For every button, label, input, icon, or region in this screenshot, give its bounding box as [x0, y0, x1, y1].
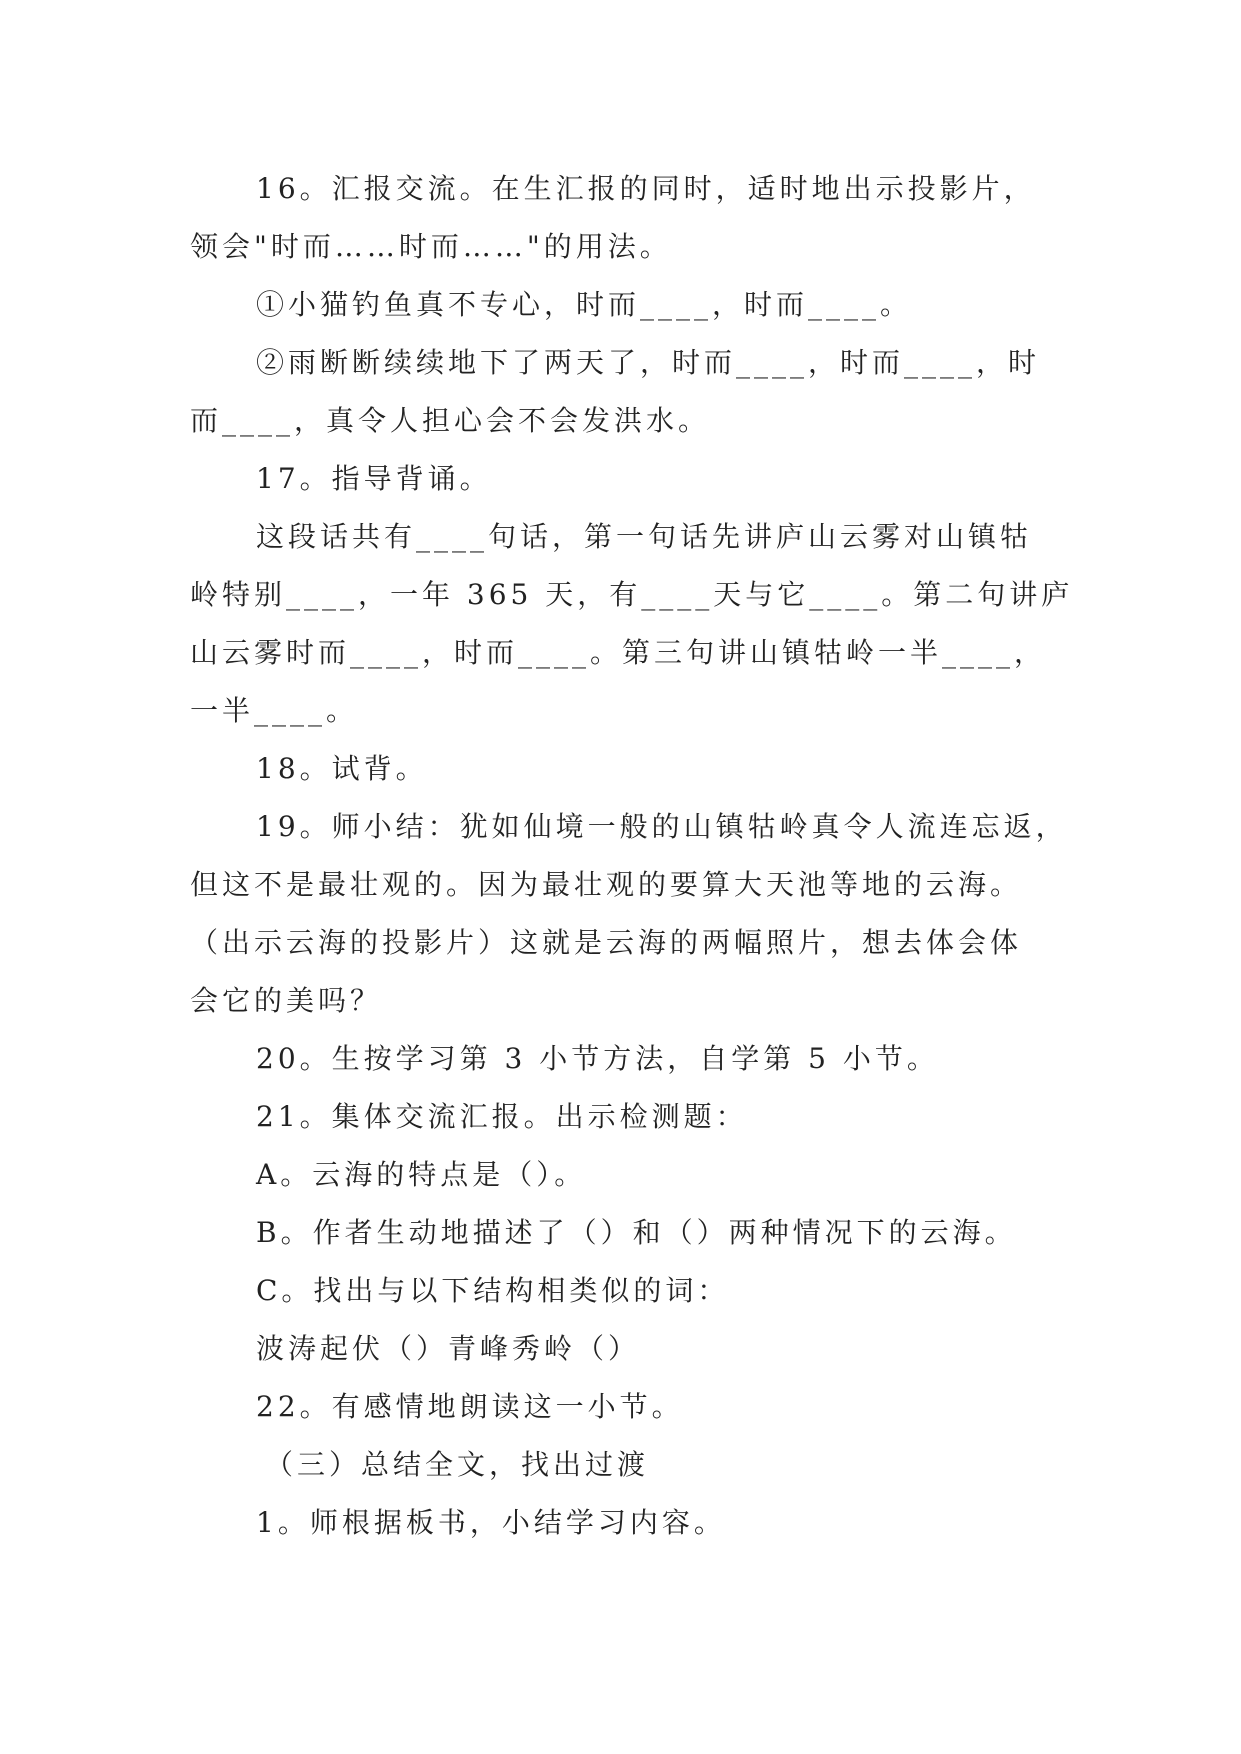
paragraph-20: 20。生按学习第 3 小节方法，自学第 5 小节。 — [256, 1042, 939, 1075]
document-page — [190, 160, 1074, 1552]
example-sentence-2-line-1: ②雨断断续续地下了两天了，时而____，时而____，时 — [256, 346, 1041, 379]
paragraph-16-line-2: 领会"时而……时而……"的用法。 — [190, 230, 672, 263]
paragraph-18: 18。试背。 — [256, 752, 428, 785]
recitation-line-3: 山云雾时而____，时而____。第三句讲山镇牯岭一半____， — [190, 636, 1047, 669]
summary-item-1: 1。师根据板书，小结学习内容。 — [256, 1506, 726, 1539]
paragraph-22: 22。有感情地朗读这一小节。 — [256, 1390, 684, 1423]
paragraph-19-line-4: 会它的美吗？ — [190, 984, 383, 1017]
example-sentence-2-line-2: 而____，真令人担心会不会发洪水。 — [190, 404, 711, 437]
paragraph-19-line-1: 19。师小结：犹如仙境一般的山镇牯岭真令人流连忘返， — [256, 810, 1068, 843]
paragraph-19-line-2: 但这不是最壮观的。因为最壮观的要算大天池等地的云海。 — [190, 868, 1023, 901]
question-b: B。作者生动地描述了（）和（）两种情况下的云海。 — [256, 1216, 1017, 1249]
section-heading-3: （三）总结全文，找出过渡 — [265, 1448, 650, 1481]
question-c-words: 波涛起伏（）青峰秀岭（） — [256, 1332, 641, 1365]
recitation-line-1: 这段话共有____句话，第一句话先讲庐山云雾对山镇牯 — [256, 520, 1033, 553]
paragraph-21: 21。集体交流汇报。出示检测题： — [256, 1100, 748, 1133]
paragraph-16-line-1: 16。汇报交流。在生汇报的同时，适时地出示投影片， — [256, 172, 1036, 205]
question-a: A。云海的特点是（）。 — [256, 1158, 587, 1191]
paragraph-17: 17。指导背诵。 — [256, 462, 492, 495]
example-sentence-1: ①小猫钓鱼真不专心，时而____，时而____。 — [256, 288, 913, 321]
paragraph-19-line-3: （出示云海的投影片）这就是云海的两幅照片，想去体会体 — [190, 926, 1023, 959]
question-c: C。找出与以下结构相类似的词： — [256, 1274, 730, 1307]
recitation-line-2: 岭特别____，一年 365 天，有____天与它____。第二句讲庐 — [190, 578, 1074, 611]
recitation-line-4: 一半____。 — [190, 694, 359, 727]
